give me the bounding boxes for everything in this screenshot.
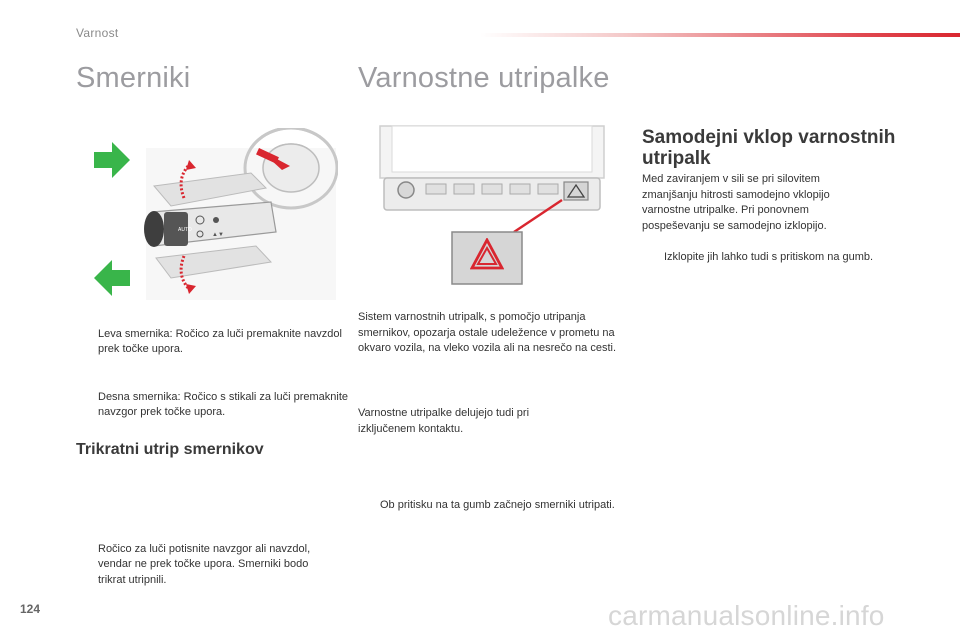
watermark-text: carmanualsonline.info — [608, 600, 885, 631]
auto-hazard-paragraph: Med zaviranjem v sili se pri silovitem zmanjšanju hitrosti samodejno vklopijo varnostne utripalke. Pri ponovnem pospeševanju se samodejno izklopijo. — [642, 173, 830, 232]
hazard-paragraph-2: Varnostne utripalke delujejo tudi pri izključenem kontaktu. — [358, 407, 530, 435]
auto-hazard-heading: Samodejni vklop varnostnih utripalk — [642, 127, 896, 169]
triple-flash-bullet — [76, 542, 338, 589]
auto-hazard-bullet-text: Izklopite jih lahko tudi s pritiskom na gumb. — [664, 251, 874, 263]
arrow-right-icon — [92, 140, 132, 185]
stalk-illustration — [76, 128, 338, 300]
header-accent-bar — [480, 33, 960, 37]
hazard-bullet-text: Ob pritisku na ta gumb začnejo smerniki utripati. — [380, 499, 615, 511]
auto-hazard-bullet — [642, 250, 944, 266]
left-bullet-2 — [76, 390, 360, 421]
left-bullet-2-text: Desna smernika: Ročico s stikali za luči premaknite navzgor prek točke upora. — [98, 390, 349, 418]
triple-flash-bullet-text: Ročico za luči potisnite navzgor ali navzdol, vendar ne prek točke upora. Smerniki bodo trikrat utripnili. — [98, 542, 311, 586]
page-title-smerniki: Smerniki — [76, 62, 191, 94]
svg-text:▲▼: ▲▼ — [212, 232, 224, 238]
page-number: 124 — [20, 602, 41, 616]
left-bullet-1 — [76, 327, 360, 358]
hazard-illustration — [372, 124, 612, 294]
stalk-auto-label: AUTO — [178, 227, 192, 233]
hazard-bullet — [358, 498, 635, 514]
left-bullet-1-text: Leva smernika: Ročico za luči premaknite navzdol prek točke upora. — [98, 327, 342, 355]
triple-flash-heading: Trikratni utrip smernikov — [76, 441, 264, 458]
page-title-varnostne-utripalke: Varnostne utripalke — [358, 62, 610, 94]
section-label: Varnost — [76, 26, 119, 40]
arrow-left-icon — [92, 258, 132, 303]
hazard-paragraph-1: Sistem varnostnih utripalk, s pomočjo utripanja smernikov, opozarja ostale udeležence v prometu na okvaro vozila, na vleko vozila ali na nesrečo na cesti. — [358, 311, 617, 354]
hazard-triangle-icon — [470, 238, 504, 277]
